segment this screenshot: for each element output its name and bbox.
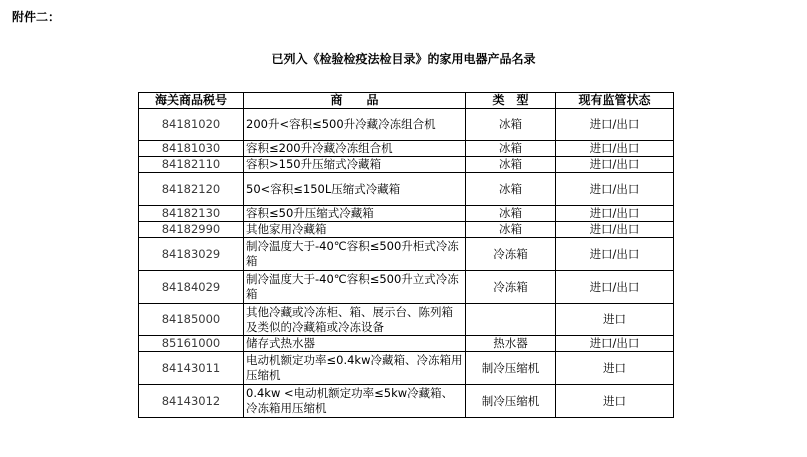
cell-name: 制冷温度大于-40℃容积≤500升柜式冷冻箱 bbox=[244, 238, 466, 271]
cell-type: 冷冻箱 bbox=[466, 271, 556, 304]
appliance-table bbox=[138, 92, 674, 418]
cell-status: 进口/出口 bbox=[556, 109, 674, 141]
table-row bbox=[139, 206, 674, 222]
cell-status: 进口/出口 bbox=[556, 157, 674, 173]
table-header-row bbox=[139, 93, 674, 109]
cell-status: 进口/出口 bbox=[556, 222, 674, 238]
table-row bbox=[139, 109, 674, 141]
table-row bbox=[139, 222, 674, 238]
cell-type: 制冷压缩机 bbox=[466, 385, 556, 418]
cell-name: 其他家用冷藏箱 bbox=[244, 222, 466, 238]
cell-name: 电动机额定功率≤0.4kw冷藏箱、冷冻箱用压缩机 bbox=[244, 352, 466, 385]
table-row bbox=[139, 352, 674, 385]
cell-name: 储存式热水器 bbox=[244, 336, 466, 352]
table-row bbox=[139, 271, 674, 304]
cell-code: 84183029 bbox=[139, 238, 244, 271]
cell-type: 冰箱 bbox=[466, 109, 556, 141]
cell-type: 冰箱 bbox=[466, 173, 556, 206]
header-type: 类 型 bbox=[466, 93, 556, 109]
cell-name: 0.4kw <电动机额定功率≤5kw冷藏箱、冷冻箱用压缩机 bbox=[244, 385, 466, 418]
cell-name: 容积≤200升冷藏冷冻组合机 bbox=[244, 141, 466, 157]
cell-name: 容积≤50升压缩式冷藏箱 bbox=[244, 206, 466, 222]
cell-code: 84185000 bbox=[139, 304, 244, 336]
cell-type: 冰箱 bbox=[466, 141, 556, 157]
cell-type: 热水器 bbox=[466, 336, 556, 352]
cell-code: 84143012 bbox=[139, 385, 244, 418]
table-row bbox=[139, 385, 674, 418]
table-row bbox=[139, 173, 674, 206]
cell-name: 容积>150升压缩式冷藏箱 bbox=[244, 157, 466, 173]
header-status: 现有监管状态 bbox=[556, 93, 674, 109]
cell-type: 制冷压缩机 bbox=[466, 352, 556, 385]
cell-name: 200升<容积≤500升冷藏冷冻组合机 bbox=[244, 109, 466, 141]
table-row bbox=[139, 238, 674, 271]
cell-status: 进口 bbox=[556, 352, 674, 385]
cell-type: 冰箱 bbox=[466, 222, 556, 238]
cell-status: 进口/出口 bbox=[556, 238, 674, 271]
table-row bbox=[139, 157, 674, 173]
cell-status: 进口 bbox=[556, 304, 674, 336]
header-name: 商 品 bbox=[244, 93, 466, 109]
cell-status: 进口/出口 bbox=[556, 271, 674, 304]
header-code: 海关商品税号 bbox=[139, 93, 244, 109]
cell-code: 84182120 bbox=[139, 173, 244, 206]
cell-type: 冰箱 bbox=[466, 157, 556, 173]
cell-code: 84181030 bbox=[139, 141, 244, 157]
cell-name: 制冷温度大于-40℃容积≤500升立式冷冻箱 bbox=[244, 271, 466, 304]
attachment-label: 附件二： bbox=[12, 10, 61, 24]
cell-name: 其他冷藏或冷冻柜、箱、展示台、陈列箱及类似的冷藏箱或冷冻设备 bbox=[244, 304, 466, 336]
cell-status: 进口/出口 bbox=[556, 206, 674, 222]
cell-status: 进口/出口 bbox=[556, 336, 674, 352]
cell-name: 50<容积≤150L压缩式冷藏箱 bbox=[244, 173, 466, 206]
cell-type: 冷冻箱 bbox=[466, 238, 556, 271]
cell-code: 84182130 bbox=[139, 206, 244, 222]
cell-code: 84182110 bbox=[139, 157, 244, 173]
cell-type: 冰箱 bbox=[466, 206, 556, 222]
table-row bbox=[139, 141, 674, 157]
cell-code: 84184029 bbox=[139, 271, 244, 304]
document-title: 已列入《检验检疫法检目录》的家用电器产品名录 bbox=[271, 52, 536, 66]
cell-code: 85161000 bbox=[139, 336, 244, 352]
cell-code: 84182990 bbox=[139, 222, 244, 238]
cell-type bbox=[466, 304, 556, 336]
table-row bbox=[139, 336, 674, 352]
cell-code: 84181020 bbox=[139, 109, 244, 141]
cell-status: 进口/出口 bbox=[556, 173, 674, 206]
cell-status: 进口 bbox=[556, 385, 674, 418]
cell-status: 进口/出口 bbox=[556, 141, 674, 157]
table-row bbox=[139, 304, 674, 336]
cell-code: 84143011 bbox=[139, 352, 244, 385]
